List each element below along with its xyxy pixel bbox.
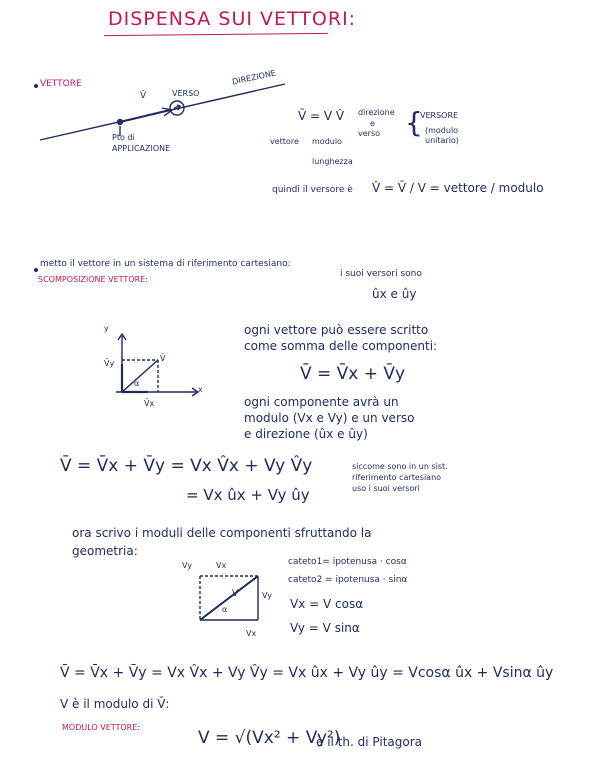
- diagram-application-label: Pto di APPLICAZIONE: [112, 133, 171, 154]
- title-underline: [104, 33, 328, 36]
- axis-y-label: y: [104, 324, 109, 333]
- cateto1: cateto1= ipotenusa · cosα: [288, 557, 407, 567]
- versori-note: i suoi versori sono: [340, 269, 422, 279]
- vx-label: V̄x: [144, 399, 155, 408]
- heading-modulo: MODULO VETTORE:: [62, 723, 140, 732]
- quindi-formula: V̂ = V̄ / V = vettore / modulo: [372, 181, 544, 195]
- tri-vy-right: Vy: [262, 591, 272, 600]
- componente-text: ogni componente avrà un modulo (Vx e Vy) e un verso e direzione (ûx e ûy): [244, 395, 415, 442]
- diagram-verso-label: VERSO: [172, 89, 200, 98]
- vy-formula: Vy = V sinα: [290, 621, 360, 635]
- modulo-word: modulo: [312, 137, 342, 146]
- intro-text: metto il vettore in un sistema di riferimento cartesiano:: [40, 259, 291, 269]
- vector-line: [122, 360, 158, 392]
- modulo-formula: V = √(Vx² + Vy²): [198, 728, 341, 748]
- e-word: e: [370, 119, 375, 128]
- cateto2: cateto2 = ipotenusa · sinα: [288, 575, 408, 585]
- vy-label: V̄y: [104, 359, 115, 368]
- tri-alpha: α: [222, 605, 228, 614]
- scomposizione-text: ogni vettore può essere scritto come somma delle componenti:: [244, 323, 438, 354]
- verso-word: verso: [358, 129, 381, 138]
- alpha-label: α: [134, 379, 140, 388]
- v-label: V̄: [160, 354, 166, 363]
- modulo-unitario: (modulo unitario): [425, 126, 459, 146]
- versore-formula: V̄ = V V̂: [298, 109, 345, 123]
- bullet: [34, 268, 38, 272]
- cartesian-diagram: [96, 330, 206, 410]
- pitagora-text: è il th. di Pitagora: [316, 735, 422, 749]
- heading-scomposizione: SCOMPOSIZIONE VETTORE:: [38, 275, 148, 284]
- tri-vx-top: Vx: [216, 561, 227, 570]
- equation-expanded: V̄ = V̄x + V̄y = Vx V̂x + Vy V̂y: [60, 456, 313, 476]
- vx-formula: Vx = V cosα: [290, 597, 364, 611]
- heading-vettore: VETTORE: [40, 79, 82, 89]
- brace: {: [405, 106, 423, 139]
- diagram-v-label: V̄: [140, 91, 147, 101]
- page-title: DISPENSA SUI VETTORI:: [108, 8, 357, 30]
- equation-full: V̄ = V̄x + V̄y = Vx V̂x + Vy V̂y = Vx ûx + Vy ûy = Vcosα ûx + Vsinα ûy: [60, 665, 554, 681]
- cartesian-note: siccome sono in un sist. riferimento cartesiano uso i suoi versori: [352, 462, 448, 493]
- versore-word: VERSORE: [420, 111, 459, 120]
- moduli-text: ora scrivo i moduli delle componenti sfruttando la geometria:: [72, 526, 372, 558]
- equation-sum: V̄ = V̄x + V̄y: [300, 364, 406, 384]
- quindi-text: quindi il versore è: [272, 185, 353, 195]
- tri-v-label: V: [232, 589, 239, 599]
- direzione-word: direzione: [358, 108, 395, 117]
- tri-vy-top: Vy: [182, 561, 192, 570]
- tri-vx-bottom: Vx: [246, 629, 257, 638]
- triangle-hypotenuse: [200, 576, 258, 620]
- modulo-note: V è il modulo di V̄:: [60, 697, 170, 711]
- equation-versori: = Vx ûx + Vy ûy: [186, 486, 310, 504]
- diagram-direzione-label: DIREZIONE: [231, 68, 277, 87]
- axis-x-label: x: [198, 385, 203, 394]
- vector-arrow: [120, 110, 170, 122]
- lunghezza-word: lunghezza: [312, 157, 353, 166]
- bullet: [34, 84, 38, 88]
- versori-text: ûx e ûy: [372, 287, 417, 301]
- vettore-word: vettore: [270, 137, 299, 146]
